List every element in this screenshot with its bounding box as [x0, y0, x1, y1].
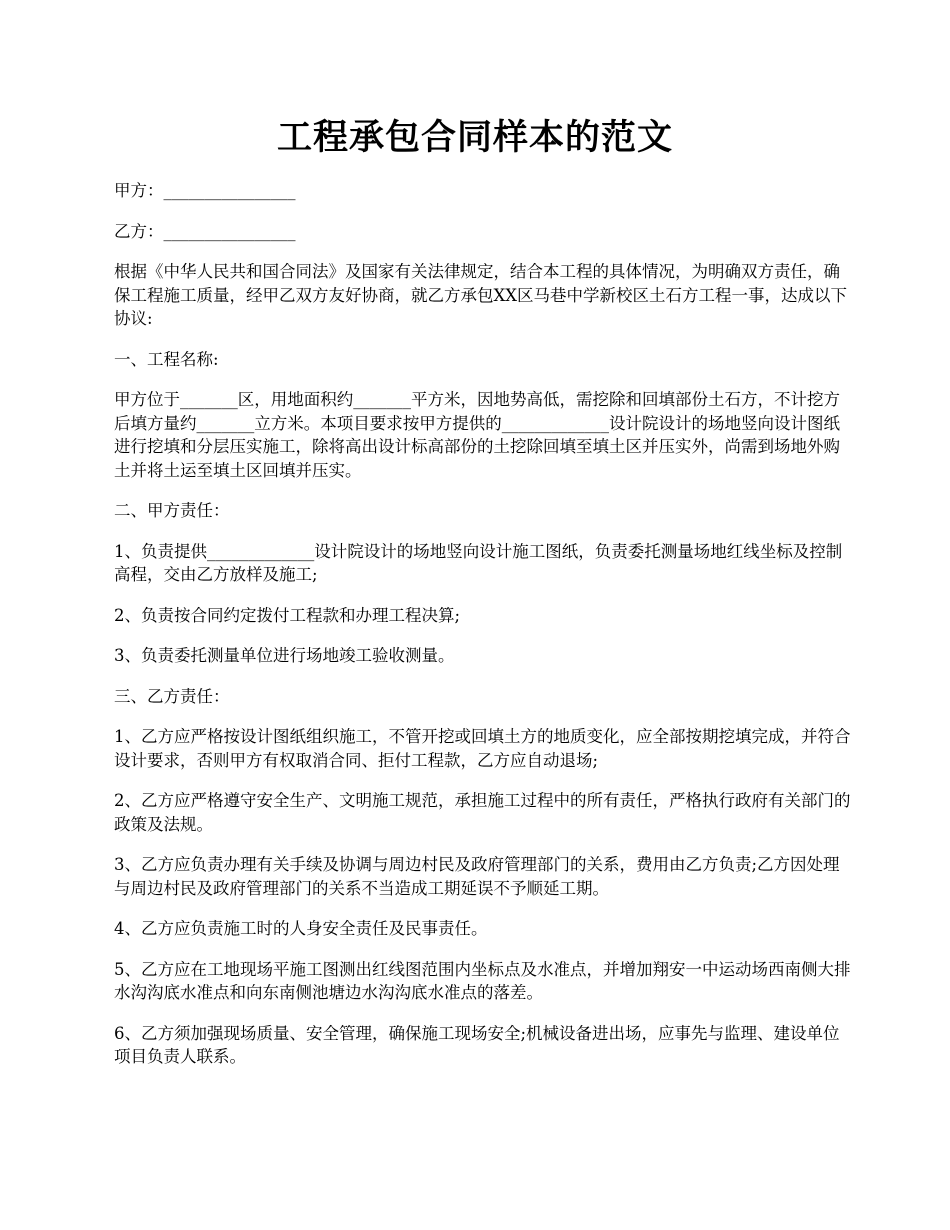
party-b-duty-2: 2、乙方应严格遵守安全生产、文明施工规范，承担施工过程中的所有责任，严格执行政府有关部门的政策及法规。	[114, 791, 851, 834]
section-heading-project-name: 一、工程名称:	[114, 349, 219, 369]
section-heading-party-b-duties: 三、乙方责任：	[114, 686, 230, 706]
party-a-line: 甲方：________________	[114, 181, 296, 200]
party-b-duty-5: 5、乙方应在工地现场平施工图测出红线图范围内坐标点及水准点，并增加翔安一中运动场西南侧大排水沟沟底水准点和向东南侧池塘边水沟沟底水准点的落差。	[114, 959, 851, 1002]
party-b-duty-1: 1、乙方应严格按设计图纸组织施工，不管开挖或回填土方的地质变化，应全部按期挖填完成，并符合设计要求，否则甲方有权取消合同、拒付工程款，乙方应自动退场;	[114, 727, 851, 770]
party-b-duty-6: 6、乙方须加强现场质量、安全管理，确保施工现场安全;机械设备进出场，应事先与监理、建设单位项目负责人联系。	[114, 1023, 840, 1066]
party-a-duty-3: 3、负责委托测量单位进行场地竣工验收测量。	[114, 646, 455, 665]
party-a-duty-2: 2、负责按合同约定拨付工程款和办理工程决算;	[114, 605, 461, 625]
section-heading-party-a-duties: 二、甲方责任：	[114, 501, 230, 520]
party-a-duty-1: 1、负责提供_____________设计院设计的场地竖向设计施工图纸，负责委托测量场地红线坐标及控制高程，交由乙方放样及施工;	[114, 541, 843, 584]
preamble-paragraph: 根据《中华人民共和国合同法》及国家有关法律规定，结合本工程的具体情况，为明确双方责任，确保工程施工质量，经甲乙双方友好协商，就乙方承包XX区马巷中学新校区土石方工程一事，达成以下协议:	[114, 262, 847, 328]
document-title: 工程承包合同样本的范文	[276, 117, 673, 158]
document-body	[114, 179, 854, 1086]
project-description-paragraph: 甲方位于_______区，用地面积约_______平方米，因地势高低，需挖除和回填部份土石方，不计挖方后填方量约_______立方米。本项目要求按甲方提供的_____________设计院设计的场地竖向设计图纸进行挖填和分层压实施工，除将高出设计标高部份的土挖除回填至填土区并压实外，尚需到场地外购土并将土运至填土区回填并压实。	[114, 390, 840, 480]
party-b-duty-3: 3、乙方应负责办理有关手续及协调与周边村民及政府管理部门的关系，费用由乙方负责;乙方因处理与周边村民及政府管理部门的关系不当造成工期延误不予顺延工期。	[114, 855, 840, 898]
party-b-duty-4: 4、乙方应负责施工时的人身安全责任及民事责任。	[114, 919, 488, 938]
party-b-line: 乙方：________________	[114, 221, 296, 241]
